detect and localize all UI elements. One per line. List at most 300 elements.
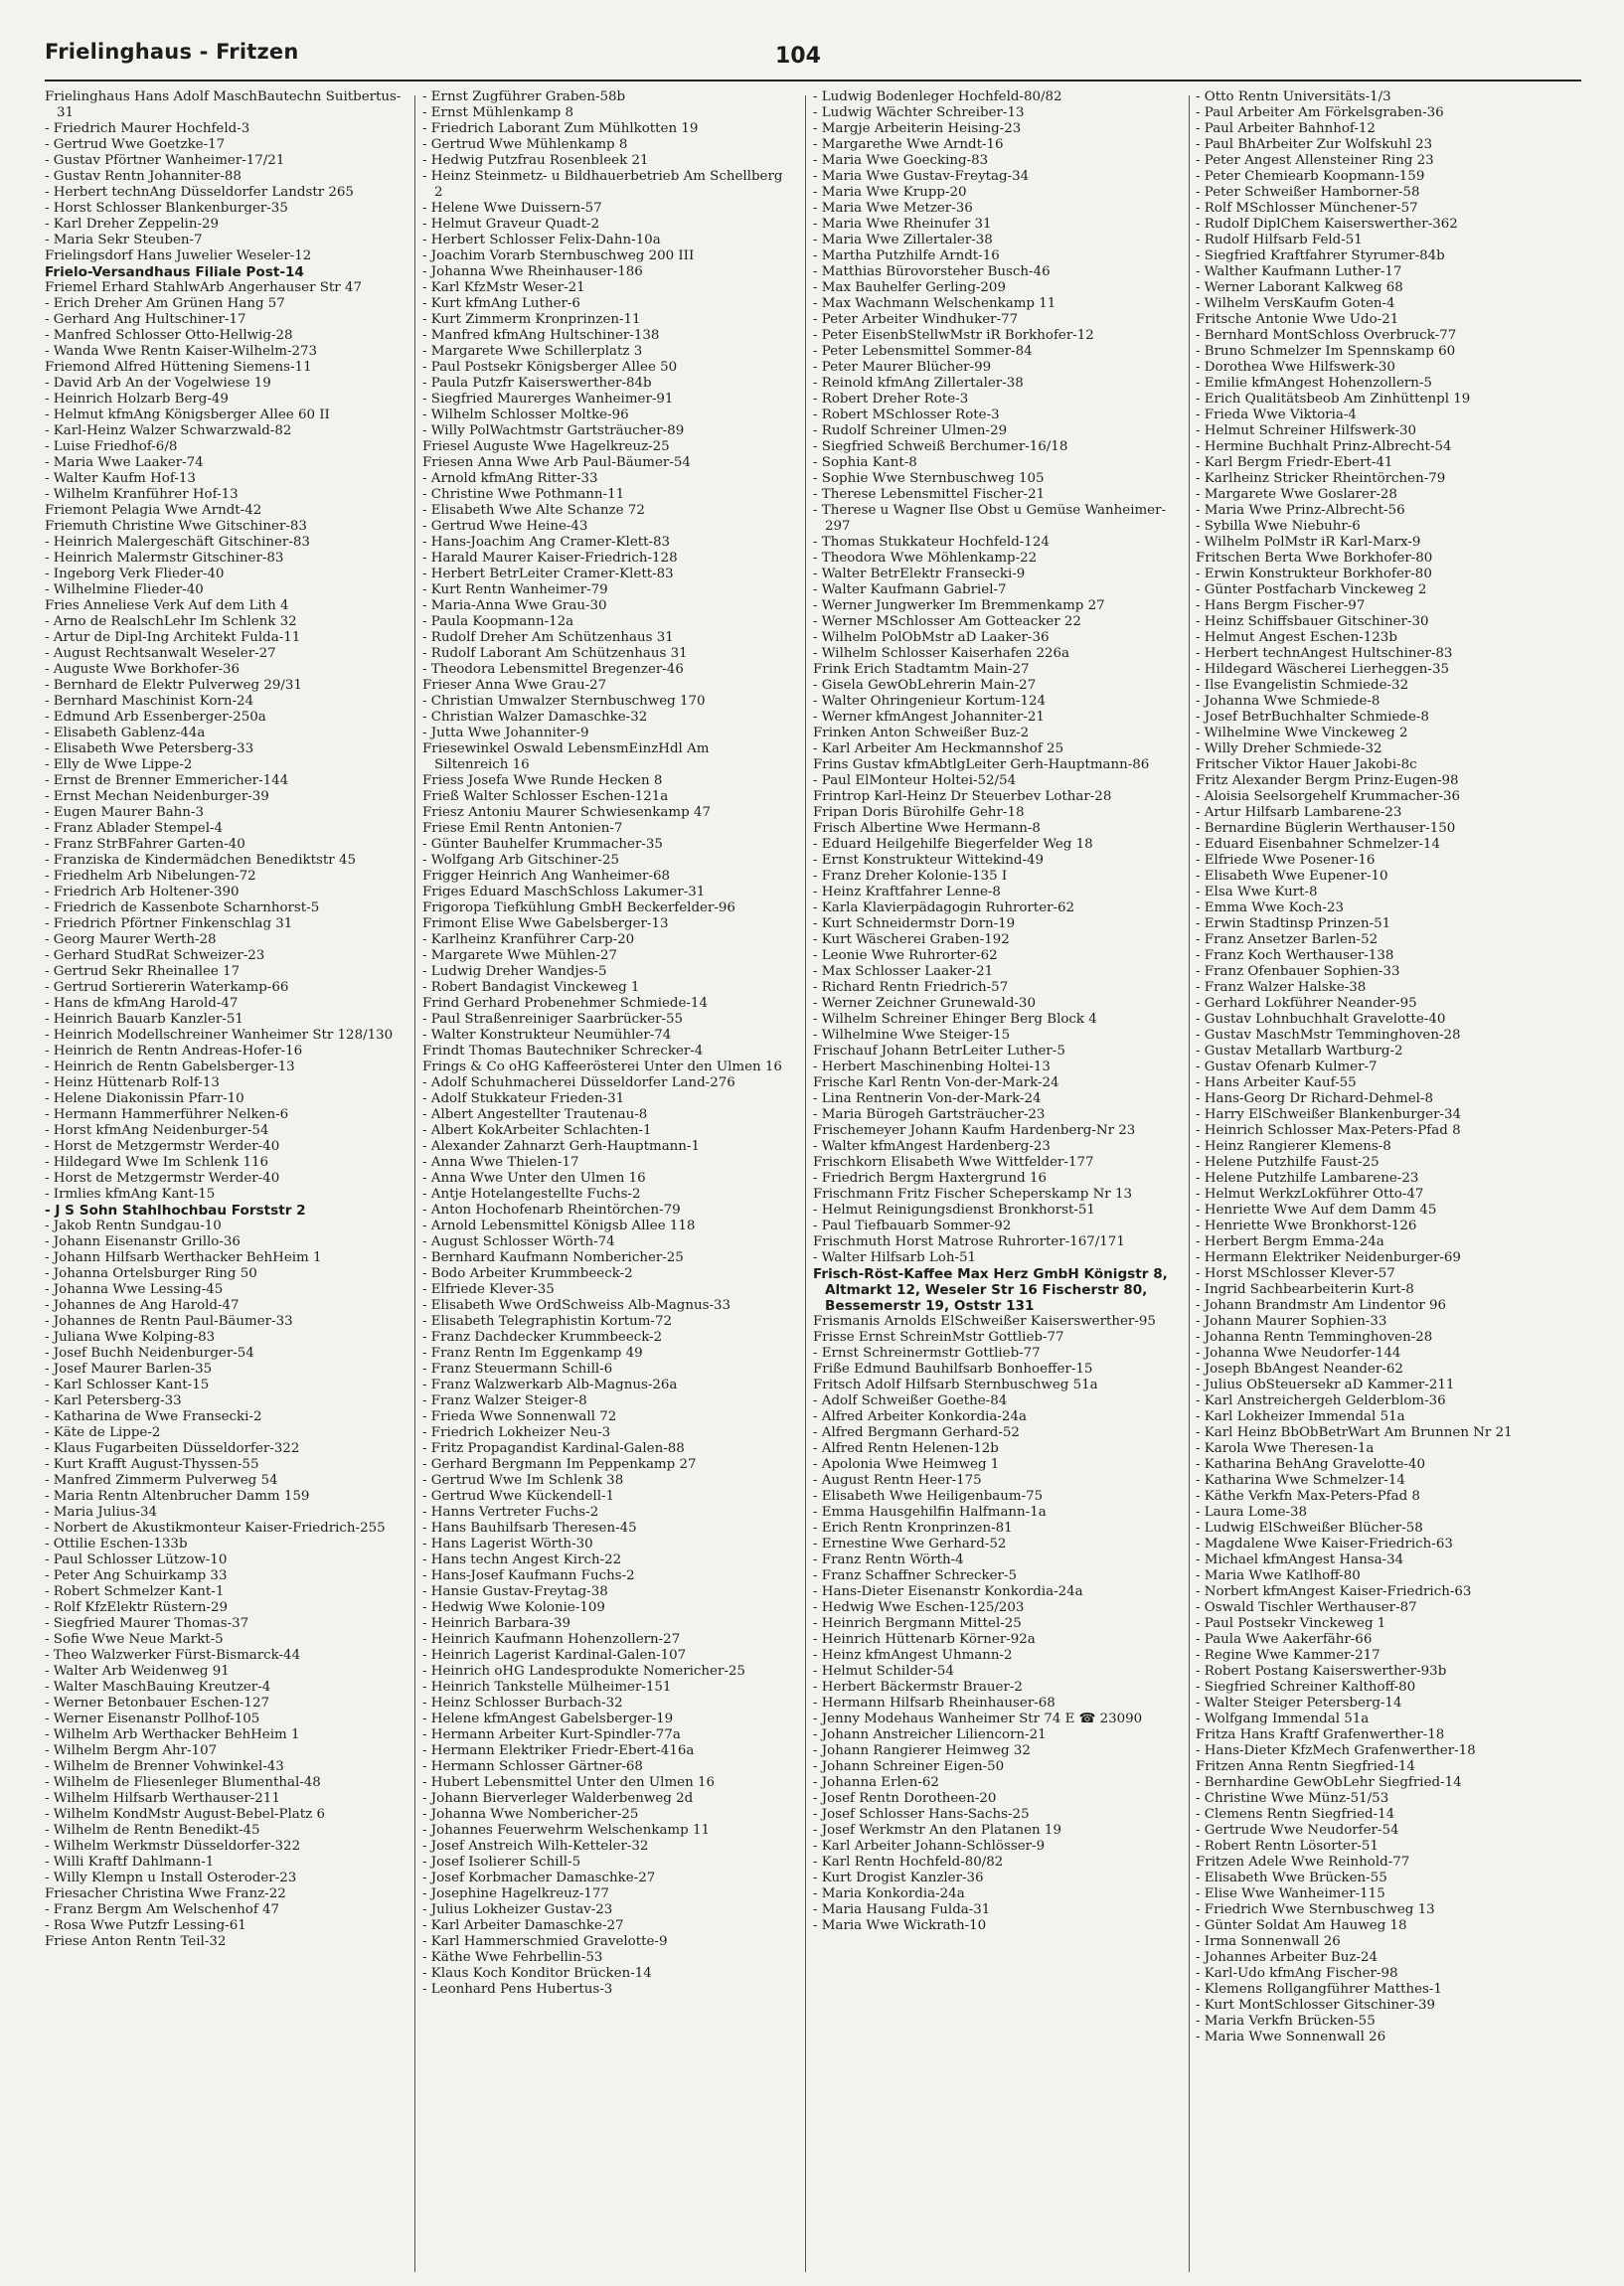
- directory-entry: Friesz Antoniu Maurer Schwiesenkamp 47: [422, 805, 711, 820]
- directory-entry: - Kurt kfmAng Luther-6: [422, 296, 580, 311]
- directory-entry: - Siegfried Schweiß Berchumer-16/18: [813, 439, 1068, 454]
- directory-entry: Fritsche Antonie Wwe Udo-21: [1196, 312, 1399, 327]
- directory-entry: Fritzen Anna Rentn Siegfried-14: [1196, 1759, 1415, 1774]
- directory-entry: - Alexander Zahnarzt Gerh-Hauptmann-1: [422, 1139, 700, 1154]
- directory-entry: - Jakob Rentn Sundgau-10: [45, 1219, 222, 1233]
- directory-entry: - Bernardine Büglerin Werthauser-150: [1196, 821, 1456, 836]
- directory-entry: Frischemeyer Johann Kaufm Hardenberg-Nr 23: [813, 1123, 1136, 1138]
- directory-entry: - Paul Arbeiter Bahnhof-12: [1196, 121, 1376, 136]
- directory-entry: - Heinrich Kaufmann Hohenzollern-27: [422, 1632, 681, 1647]
- directory-entry: - Walter Kaufmann Gabriel-7: [813, 582, 1007, 597]
- directory-entry: Friesel Auguste Wwe Hagelkreuz-25: [422, 439, 670, 454]
- directory-entry: - Franz Rentn Wörth-4: [813, 1552, 964, 1567]
- directory-entry: - Käte de Lippe-2: [45, 1425, 161, 1440]
- directory-entry: - Sophia Kant-8: [813, 455, 917, 470]
- directory-entry: - Herbert technAngest Hultschiner-83: [1196, 646, 1453, 661]
- directory-entry: - Bernhard MontSchloss Overbruck-77: [1196, 328, 1457, 343]
- directory-entry: - Paul BhArbeiter Zur Wolfskuhl 23: [1196, 137, 1433, 152]
- directory-entry: - Walter BetrElektr Fransecki-9: [813, 567, 1026, 581]
- directory-entry: - Wolfgang Arb Gitschiner-25: [422, 853, 619, 868]
- directory-entry: - Bernhard Kaufmann Nombericher-25: [422, 1250, 684, 1265]
- directory-entry: - Walter Steiger Petersberg-14: [1196, 1696, 1402, 1711]
- directory-entry: - Elisabeth Wwe Heiligenbaum-75: [813, 1489, 1044, 1504]
- directory-entry: Friemond Alfred Hüttening Siemens-11: [45, 360, 312, 375]
- directory-entry: - Wilhelm de Fliesenleger Blumenthal-48: [45, 1775, 321, 1790]
- directory-entry: - Paul Arbeiter Am Förkelsgraben-36: [1196, 105, 1444, 120]
- directory-entry: - Maria Konkordia-24a: [813, 1886, 965, 1901]
- directory-entry: - Maria Wwe Laaker-74: [45, 455, 204, 470]
- directory-entry: - Willi Kraftf Dahlmann-1: [45, 1855, 215, 1870]
- directory-entry: - Herbert Schlosser Felix-Dahn-10a: [422, 233, 661, 247]
- directory-entry: - Karl Anstreichergeh Gelderblom-36: [1196, 1393, 1446, 1408]
- directory-entry: - Frieda Wwe Sonnenwall 72: [422, 1409, 617, 1424]
- directory-entry: - Bernhard Maschinist Korn-24: [45, 694, 254, 709]
- directory-entry: - Erich Dreher Am Grünen Hang 57: [45, 296, 285, 311]
- directory-entry: - Ludwig Dreher Wandjes-5: [422, 964, 607, 979]
- directory-entry: - Maria Julius-34: [45, 1505, 158, 1520]
- directory-entry: Friße Edmund Bauhilfsarb Bonhoeffer-15: [813, 1362, 1093, 1377]
- directory-entry: - Maria Wwe Goecking-83: [813, 153, 989, 168]
- directory-entry: - Johann Schreiner Eigen-50: [813, 1759, 1005, 1774]
- directory-entry: - Karl Dreher Zeppelin-29: [45, 217, 220, 232]
- directory-entry: - Horst Schlosser Blankenburger-35: [45, 201, 288, 216]
- directory-entry: - Irma Sonnenwall 26: [1196, 1934, 1341, 1949]
- directory-entry: - Theodora Lebensmittel Bregenzer-46: [422, 662, 684, 677]
- directory-entry: - Gertrud Wwe Mühlenkamp 8: [422, 137, 628, 152]
- directory-entry: - Sybilla Wwe Niebuhr-6: [1196, 519, 1361, 534]
- directory-entry: - Hans Bergm Fischer-97: [1196, 598, 1366, 613]
- directory-entry: - Heinz Schlosser Burbach-32: [422, 1696, 623, 1711]
- directory-entry: - Ottilie Eschen-133b: [45, 1537, 188, 1551]
- directory-entry: - Friedrich Laborant Zum Mühlkotten 19: [422, 121, 699, 136]
- directory-entry: - Ernst Zugführer Graben-58b: [422, 89, 626, 104]
- directory-entry: - Karl Petersberg-33: [45, 1393, 182, 1408]
- directory-entry: - Gustav Lohnbuchhalt Gravelotte-40: [1196, 1012, 1446, 1027]
- directory-entry: - Wilhelmine Wwe Vinckeweg 2: [1196, 726, 1408, 740]
- directory-entry: - Maria Wwe Wickrath-10: [813, 1918, 987, 1933]
- directory-entry: - Wilhelm VersKaufm Goten-4: [1196, 296, 1395, 311]
- directory-entry: - Hermann Hammerführer Nelken-6: [45, 1107, 289, 1122]
- directory-entry: - Gertrud Wwe Kückendell-1: [422, 1489, 615, 1504]
- directory-entry: - Hildegard Wäschereі Lierheggen-35: [1196, 662, 1449, 677]
- directory-entry: - Werner Eisenanstr Pollhof-105: [45, 1712, 260, 1726]
- directory-entry: - Albert Angestellter Trautenau-8: [422, 1107, 648, 1122]
- column-divider: [414, 95, 415, 2272]
- directory-entry: - Heinrich Barbara-39: [422, 1616, 571, 1631]
- directory-column-1: [45, 89, 408, 1950]
- directory-entry: - Therese Lebensmittel Fischer-21: [813, 487, 1046, 502]
- directory-entry: - Harald Maurer Kaiser-Friedrich-128: [422, 551, 678, 566]
- directory-entry: - Max Bauhelfer Gerling-209: [813, 280, 1006, 295]
- directory-column-3: [813, 89, 1177, 1934]
- directory-entry: - Helmut kfmAng Königsberger Allee 60 II: [45, 408, 330, 422]
- directory-entry: Friesen Anna Wwe Arb Paul-Bäumer-54: [422, 455, 691, 470]
- column-divider: [805, 95, 806, 2272]
- directory-entry: - Ludwig Wächter Schreiber-13: [813, 105, 1025, 120]
- directory-entry: - Erwin Konstrukteur Borkhofer-80: [1196, 567, 1432, 581]
- directory-entry: - Kurt Drogist Kanzler-36: [813, 1871, 984, 1885]
- directory-entry: - Helmut Angest Eschen-123b: [1196, 630, 1397, 645]
- directory-entry: - Maria Hausang Fulda-31: [813, 1902, 991, 1917]
- directory-entry: - Elsa Wwe Kurt-8: [1196, 885, 1318, 899]
- directory-entry: - Walter kfmAngest Hardenberg-23: [813, 1139, 1051, 1154]
- directory-entry: Fritza Hans Kraftf Grafenwerther-18: [1196, 1727, 1445, 1742]
- directory-entry: - Josef Rentn Dorotheen-20: [813, 1791, 997, 1806]
- directory-entry: - Anton Hochofenarb Rheintörchen-79: [422, 1203, 681, 1218]
- directory-entry: - Helene kfmAngest Gabelsberger-19: [422, 1712, 674, 1726]
- directory-entry: Frismanis Arnolds ElSchweißer Kaiserswerther-95: [813, 1314, 1156, 1329]
- directory-entry: - Hedwig Wwe Eschen-125/203: [813, 1600, 1025, 1615]
- directory-entry: - Paula Putzfr Kaiserswerther-84b: [422, 376, 652, 391]
- directory-entry: Friesewinkel Oswald LebensmEinzHdl Am Siltenreich 16: [422, 741, 710, 772]
- directory-entry: - Maria Rentn Altenbrucher Damm 159: [45, 1489, 310, 1504]
- directory-entry: - Hans Arbeiter Kauf-55: [1196, 1075, 1357, 1090]
- directory-entry: - Herbert Bergm Emma-24a: [1196, 1234, 1384, 1249]
- directory-entry: Frigoropa Tiefkühlung GmbH Beckerfelder-96: [422, 900, 735, 915]
- directory-entry: - Emma Wwe Koch-23: [1196, 900, 1344, 915]
- directory-entry: - Gertrud Wwe Im Schlenk 38: [422, 1473, 624, 1488]
- directory-entry: - Maria Sekr Steuben-7: [45, 233, 203, 247]
- directory-entry: - Hans-Joachim Ang Cramer-Klett-83: [422, 535, 671, 550]
- directory-entry: - Irmlies kfmAng Kant-15: [45, 1187, 216, 1202]
- directory-entry: - Heinz Kraftfahrer Lenne-8: [813, 885, 1001, 899]
- directory-entry: - Katharina de Wwe Fransecki-2: [45, 1409, 262, 1424]
- directory-entry: - Walter Arb Weidenweg 91: [45, 1664, 230, 1679]
- directory-entry: - Karl KfzMstr Weser-21: [422, 280, 585, 295]
- directory-entry: - Franz Bergm Am Welschenhof 47: [45, 1902, 280, 1917]
- directory-entry: - Horst MSchlosser Klever-57: [1196, 1266, 1395, 1281]
- directory-entry: - Elfriede Wwe Posener-16: [1196, 853, 1376, 868]
- directory-entry: - Albert KokArbeiter Schlachten-1: [422, 1123, 652, 1138]
- directory-entry: - Josef BetrBuchhalter Schmiede-8: [1196, 710, 1429, 725]
- directory-entry: - Peter Chemiearb Koopmann-159: [1196, 169, 1425, 184]
- directory-entry: - Maria Verkfn Brücken-55: [1196, 2014, 1376, 2029]
- directory-entry: - Hermann Schlosser Gärtner-68: [422, 1759, 643, 1774]
- directory-entry: - Paula Koopmann-12a: [422, 614, 574, 629]
- directory-entry: - Margje Arbeiterin Heising-23: [813, 121, 1022, 136]
- directory-entry: - Katharina Wwe Schmelzer-14: [1196, 1473, 1405, 1488]
- directory-entry: - Johannes de Ang Harold-47: [45, 1298, 240, 1313]
- directory-entry: - Gustav Pförtner Wanheimer-17/21: [45, 153, 285, 168]
- directory-entry: - Margarethe Wwe Arndt-16: [813, 137, 1004, 152]
- directory-entry: - Leonie Wwe Ruhrorter-62: [813, 948, 998, 963]
- directory-entry: - Hans-Josef Kaufmann Fuchs-2: [422, 1568, 635, 1583]
- directory-entry: - Paul Straßenreiniger Saarbrücker-55: [422, 1012, 684, 1027]
- directory-entry: - Norbert de Akustikmonteur Kaiser-Friedrich-255: [45, 1521, 386, 1536]
- directory-entry: - Heinrich Schlosser Max-Peters-Pfad 8: [1196, 1123, 1461, 1138]
- directory-entry: Friese Emil Rentn Antonien-7: [422, 821, 623, 836]
- directory-entry: - Helene Diakonissin Pfarr-10: [45, 1091, 244, 1106]
- directory-entry: - Herbert technAng Düsseldorfer Landstr 265: [45, 185, 354, 200]
- directory-entry: Frieser Anna Wwe Grau-27: [422, 678, 607, 693]
- directory-entry: - Werner Jungwerker Im Bremmenkamp 27: [813, 598, 1105, 613]
- directory-entry: - Artur Hilfsarb Lambarene-23: [1196, 805, 1402, 820]
- directory-entry: - Johanna Wwe Rheinhauser-186: [422, 264, 643, 279]
- directory-entry: - Heinrich Bauarb Kanzler-51: [45, 1012, 244, 1027]
- directory-entry: Friesacher Christina Wwe Franz-22: [45, 1886, 286, 1901]
- directory-column-2: [422, 89, 786, 1998]
- directory-entry: - Karl Rentn Hochfeld-80/82: [813, 1855, 1004, 1870]
- directory-entry: - Heinz Hüttenarb Rolf-13: [45, 1075, 220, 1090]
- directory-entry: - Kurt Zimmerm Kronprinzen-11: [422, 312, 641, 327]
- directory-entry: - Franz Schaffner Schrecker-5: [813, 1568, 1017, 1583]
- directory-entry: - Friedrich Lokheizer Neu-3: [422, 1425, 611, 1440]
- directory-entry: - Norbert kfmAngest Kaiser-Friedrich-63: [1196, 1584, 1472, 1599]
- directory-entry: - Josef Buchh Neidenburger-54: [45, 1346, 254, 1361]
- directory-entry: Frisch Albertine Wwe Hermann-8: [813, 821, 1041, 836]
- directory-entry: - Franz Ablader Stempel-4: [45, 821, 224, 836]
- directory-entry: - Willy PolWachtmstr Gartsträucher-89: [422, 423, 685, 438]
- directory-entry: - Rudolf Hilfsarb Feld-51: [1196, 233, 1363, 247]
- directory-entry: - Willy Dreher Schmiede-32: [1196, 741, 1382, 756]
- directory-entry: - Johanna Wwe Nombericher-25: [422, 1807, 639, 1822]
- directory-entry: - Johannes de Rentn Paul-Bäumer-33: [45, 1314, 293, 1329]
- directory-entry: - Helmut Schreiner Hilfswerk-30: [1196, 423, 1417, 438]
- directory-entry: - Maria Wwe Rheinufer 31: [813, 217, 992, 232]
- column-divider: [1189, 95, 1190, 2272]
- directory-entry: - Emilie kfmAngest Hohenzollern-5: [1196, 376, 1432, 391]
- directory-entry: - Rolf MSchlosser Münchener-57: [1196, 201, 1418, 216]
- directory-entry: - Karl Hammerschmied Gravelotte-9: [422, 1934, 668, 1949]
- directory-entry: - Thomas Stukkateur Hochfeld-124: [813, 535, 1050, 550]
- directory-entry: Frisch-Röst-Kaffee Max Herz GmbH Königstr 8, Altmarkt 12, Weseler Str 16 Fischerstr 80, Bessemerstr 19, Oststr 131: [813, 1266, 1168, 1314]
- directory-entry: Frings & Co oHG Kaffeerösterei Unter den Ulmen 16: [422, 1060, 782, 1074]
- directory-entry: - Karl Lokheizer Immendal 51a: [1196, 1409, 1405, 1424]
- directory-entry: - Peter Lebensmittel Sommer-84: [813, 344, 1033, 359]
- directory-entry: - Martha Putzhilfe Arndt-16: [813, 248, 1000, 263]
- directory-entry: - Magdalene Wwe Kaiser-Friedrich-63: [1196, 1537, 1453, 1551]
- directory-entry: - Antje Hotelangestellte Fuchs-2: [422, 1187, 641, 1202]
- directory-entry: - Heinrich Malermstr Gitschiner-83: [45, 551, 284, 566]
- directory-entry: - Johanna Erlen-62: [813, 1775, 939, 1790]
- directory-entry: - Otto Rentn Universitäts-1/3: [1196, 89, 1391, 104]
- directory-column-4: [1196, 89, 1559, 2045]
- directory-entry: - Karl-Udo kfmAng Fischer-98: [1196, 1966, 1398, 1981]
- directory-entry: - Walter Kaufm Hof-13: [45, 471, 196, 486]
- directory-entry: - Christine Wwe Pothmann-11: [422, 487, 625, 502]
- directory-entry: - Hedwig Wwe Kolonie-109: [422, 1600, 605, 1615]
- directory-entry: Frink Erich Stadtamtm Main-27: [813, 662, 1030, 677]
- directory-entry: - Hans Bauhilfsarb Theresen-45: [422, 1521, 637, 1536]
- directory-entry: - Elisabeth Telegraphistin Kortum-72: [422, 1314, 672, 1329]
- directory-entry: - Franz Steuermann Schill-6: [422, 1362, 613, 1377]
- directory-entry: - Eugen Maurer Bahn-3: [45, 805, 204, 820]
- directory-entry: - Arnold Lebensmittel Königsb Allee 118: [422, 1219, 696, 1233]
- directory-entry: - Helene Putzhilfe Lambarene-23: [1196, 1171, 1419, 1186]
- directory-entry: - Maria Wwe Krupp-20: [813, 185, 967, 200]
- directory-entry: - Arnold kfmAng Ritter-33: [422, 471, 598, 486]
- directory-entry: - Ernst de Brenner Emmericher-144: [45, 773, 289, 788]
- directory-entry: - Heinz Rangierer Klemens-8: [1196, 1139, 1391, 1154]
- directory-entry: - Laura Lome-38: [1196, 1505, 1308, 1520]
- directory-entry: - Franz StrBFahrer Garten-40: [45, 837, 245, 852]
- directory-entry: - Siegfried Maurer Thomas-37: [45, 1616, 249, 1631]
- directory-entry: Friemuth Christine Wwe Gitschiner-83: [45, 519, 307, 534]
- directory-entry: - Siegfried Kraftfahrer Styrumer-84b: [1196, 248, 1445, 263]
- directory-entry: - Margarete Wwe Mühlen-27: [422, 948, 618, 963]
- directory-entry: - Wilhelm PolObMstr aD Laaker-36: [813, 630, 1050, 645]
- directory-entry: - Walther Kaufmann Luther-17: [1196, 264, 1402, 279]
- directory-entry: - Elisabeth Gablenz-44a: [45, 726, 206, 740]
- directory-entry: - Julius ObSteuersekr aD Kammer-211: [1196, 1378, 1455, 1392]
- directory-entry: - Wilhelmine Flieder-40: [45, 582, 204, 597]
- directory-entry: - Hans Lagerist Wörth-30: [422, 1537, 593, 1551]
- directory-entry: - Heinrich Hüttenarb Körner-92a: [813, 1632, 1036, 1647]
- directory-entry: - Herbert BetrLeiter Cramer-Klett-83: [422, 567, 674, 581]
- directory-entry: - Helene Wwe Duissern-57: [422, 201, 602, 216]
- directory-entry: - Hermann Arbeiter Kurt-Spindler-77a: [422, 1727, 681, 1742]
- directory-entry: - Rudolf DiplChem Kaiserswerther-362: [1196, 217, 1458, 232]
- directory-entry: - Eduard Eisenbahner Schmelzer-14: [1196, 837, 1440, 852]
- directory-entry: - Franz Walzwerkarb Alb-Magnus-26a: [422, 1378, 678, 1392]
- directory-entry: - Josef Korbmacher Damaschke-27: [422, 1871, 656, 1885]
- directory-entry: - Christian Walzer Damaschke-32: [422, 710, 648, 725]
- directory-entry: Fritsch Adolf Hilfsarb Sternbuschweg 51a: [813, 1378, 1098, 1392]
- directory-entry: - Gerhard Bergmann Im Peppenkamp 27: [422, 1457, 697, 1472]
- directory-entry: - Horst de Metzgermstr Werder-40: [45, 1139, 280, 1154]
- directory-entry: - Erwin Stadtinsp Prinzen-51: [1196, 916, 1391, 931]
- directory-entry: - Heinrich Bergmann Mittel-25: [813, 1616, 1022, 1631]
- directory-entry: - Wanda Wwe Rentn Kaiser-Wilhelm-273: [45, 344, 318, 359]
- directory-entry: - Ingrid Sachbearbeiterin Kurt-8: [1196, 1282, 1414, 1297]
- directory-entry: - Horst kfmAng Neidenburger-54: [45, 1123, 269, 1138]
- directory-entry: - Henriette Wwe Auf dem Damm 45: [1196, 1203, 1437, 1218]
- directory-entry: - Wilhelm Schreiner Ehinger Berg Block 4: [813, 1012, 1097, 1027]
- directory-entry: - Wilhelmine Wwe Steiger-15: [813, 1028, 1011, 1043]
- directory-entry: - Rudolf Dreher Am Schützenhaus 31: [422, 630, 674, 645]
- directory-entry: - Gertrud Wwe Heine-43: [422, 519, 588, 534]
- directory-entry: Frielingsdorf Hans Juwelier Weseler-12: [45, 248, 312, 263]
- directory-entry: - Anna Wwe Thielen-17: [422, 1155, 579, 1170]
- directory-entry: - Leonhard Pens Hubertus-3: [422, 1982, 613, 1997]
- directory-entry: - Karl Bergm Friedr-Ebert-41: [1196, 455, 1393, 470]
- directory-entry: - Max Schlosser Laaker-21: [813, 964, 994, 979]
- directory-entry: - Gertrud Wwe Goetzke-17: [45, 137, 226, 152]
- directory-entry: - Julius Lokheizer Gustav-23: [422, 1902, 613, 1917]
- directory-entry: - Alfred Rentn Helenen-12b: [813, 1441, 999, 1456]
- directory-entry: - Käthe Wwe Fehrbellin-53: [422, 1950, 603, 1965]
- directory-entry: - Karlheinz Kranführer Carp-20: [422, 932, 635, 947]
- directory-entry: - Franz Walzer Halske-38: [1196, 980, 1367, 995]
- directory-entry: - Bruno Schmelzer Im Spennskamp 60: [1196, 344, 1456, 359]
- directory-entry: - Friedrich Arb Holtener-390: [45, 885, 240, 899]
- directory-entry: - Bernhardine GewObLehr Siegfried-14: [1196, 1775, 1462, 1790]
- directory-entry: - Hansie Gustav-Freytag-38: [422, 1584, 608, 1599]
- directory-entry: - Johanna Wwe Lessing-45: [45, 1282, 224, 1297]
- directory-entry: Fritz Alexander Bergm Prinz-Eugen-98: [1196, 773, 1459, 788]
- directory-entry: - Jutta Wwe Johanniter-9: [422, 726, 589, 740]
- directory-entry: - Manfred Schlosser Otto-Hellwig-28: [45, 328, 293, 343]
- directory-entry: - Joseph BbAngest Neander-62: [1196, 1362, 1403, 1377]
- directory-entry: - Rudolf Laborant Am Schützenhaus 31: [422, 646, 688, 661]
- directory-entry: - Karl Arbeiter Am Heckmannshof 25: [813, 741, 1064, 756]
- directory-entry: - Hubert Lebensmittel Unter den Ulmen 16: [422, 1775, 715, 1790]
- directory-entry: - Peter EisenbStellwMstr iR Borkhofer-12: [813, 328, 1094, 343]
- directory-entry: - Josef Schlosser Hans-Sachs-25: [813, 1807, 1030, 1822]
- directory-entry: Friese Anton Rentn Teil-32: [45, 1934, 227, 1949]
- directory-entry: - Günter Postfacharb Vinckeweg 2: [1196, 582, 1427, 597]
- directory-entry: - Werner MSchlosser Am Gotteacker 22: [813, 614, 1081, 629]
- directory-entry: - Emma Hausgehilfin Halfmann-1a: [813, 1505, 1047, 1520]
- directory-entry: - Ernst Konstrukteur Wittekind-49: [813, 853, 1045, 868]
- directory-entry: - Friedrich de Kassenbote Scharnhorst-5: [45, 900, 320, 915]
- directory-entry: - Maria Wwe Katlhoff-80: [1196, 1568, 1361, 1583]
- directory-entry: - Johann Maurer Sophien-33: [1196, 1314, 1387, 1329]
- directory-entry: - Regine Wwe Kammer-217: [1196, 1648, 1380, 1663]
- directory-entry: - Heinrich Tankstelle Mülheimer-151: [422, 1680, 672, 1695]
- directory-entry: - Gerhard StudRat Schweizer-23: [45, 948, 265, 963]
- directory-entry: - Ilse Evangelistin Schmiede-32: [1196, 678, 1409, 693]
- directory-entry: - Johannes Feuerwehrm Welschenkamp 11: [422, 1823, 711, 1838]
- directory-entry: - Maria Wwe Sonnenwall 26: [1196, 2030, 1386, 2044]
- directory-entry: - Siegfried Schreiner Kalthoff-80: [1196, 1680, 1416, 1695]
- directory-entry: - Werner Zeichner Grunewald-30: [813, 996, 1036, 1011]
- directory-entry: - Peter Maurer Blücher-99: [813, 360, 992, 375]
- directory-entry: - Christine Wwe Münz-51/53: [1196, 1791, 1389, 1806]
- directory-entry: - Apolonia Wwe Heimweg 1: [813, 1457, 1000, 1472]
- directory-entry: - Oswald Tischler Werthauser-87: [1196, 1600, 1417, 1615]
- directory-entry: - J S Sohn Stahlhochbau Forststr 2: [45, 1203, 306, 1219]
- directory-entry: - Johanna Rentn Temminghoven-28: [1196, 1330, 1433, 1345]
- directory-entry: - Klemens Rollgangführer Matthes-1: [1196, 1982, 1442, 1997]
- directory-entry: Frischmann Fritz Fischer Scheperskamp Nr 13: [813, 1187, 1133, 1202]
- directory-entry: - Paul Postsekr Königsberger Allee 50: [422, 360, 678, 375]
- directory-entry: - Walter Ohringenieur Kortum-124: [813, 694, 1047, 709]
- directory-entry: - Juliana Wwe Kolping-83: [45, 1330, 216, 1345]
- directory-entry: - Gisela GewObLehrerin Main-27: [813, 678, 1037, 693]
- directory-entry: - Maria Wwe Zillertaler-38: [813, 233, 993, 247]
- directory-entry: - Walter MaschBauing Kreutzer-4: [45, 1680, 271, 1695]
- directory-entry: - Wilhelm PolMstr iR Karl-Marx-9: [1196, 535, 1421, 550]
- directory-entry: - Hildegard Wwe Im Schlenk 116: [45, 1155, 269, 1170]
- directory-entry: - Ludwig ElSchweißer Blücher-58: [1196, 1521, 1423, 1536]
- directory-entry: - Gertrud Sekr Rheinallee 17: [45, 964, 241, 979]
- directory-entry: Friges Eduard MaschSchloss Lakumer-31: [422, 885, 706, 899]
- directory-entry: - Günter Soldat Am Hauweg 18: [1196, 1918, 1407, 1933]
- directory-entry: - Franz Walzer Steiger-8: [422, 1393, 587, 1408]
- directory-entry: - Wilhelm de Rentn Benedikt-45: [45, 1823, 260, 1838]
- directory-entry: - Arno de RealschLehr Im Schlenk 32: [45, 614, 297, 629]
- directory-entry: Friemel Erhard StahlwArb Angerhauser Str 47: [45, 280, 363, 295]
- directory-entry: - Ludwig Bodenleger Hochfeld-80/82: [813, 89, 1062, 104]
- directory-entry: - Hermine Buchhalt Prinz-Albrecht-54: [1196, 439, 1452, 454]
- directory-entry: - Paul Tiefbauarb Sommer-92: [813, 1219, 1012, 1233]
- directory-entry: - Josef Maurer Barlen-35: [45, 1362, 213, 1377]
- directory-entry: - Dorothea Wwe Hilfswerk-30: [1196, 360, 1395, 375]
- directory-entry: - August Schlosser Wörth-74: [422, 1234, 615, 1249]
- directory-entry: Friess Josefa Wwe Runde Hecken 8: [422, 773, 663, 788]
- directory-entry: Frind Gerhard Probenehmer Schmiede-14: [422, 996, 708, 1011]
- directory-entry: - Manfred Zimmerm Pulverweg 54: [45, 1473, 278, 1488]
- directory-entry: - Joachim Vorarb Sternbuschweg 200 III: [422, 248, 695, 263]
- directory-entry: - Georg Maurer Werth-28: [45, 932, 217, 947]
- directory-entry: - Franz Ofenbauer Sophien-33: [1196, 964, 1400, 979]
- directory-entry: - Hans de kfmAng Harold-47: [45, 996, 239, 1011]
- directory-entry: - Johann Brandmstr Am Lindentor 96: [1196, 1298, 1447, 1313]
- directory-entry: - Theo Walzwerker Fürst-Bismarck-44: [45, 1648, 301, 1663]
- directory-entry: - Ernestine Wwe Gerhard-52: [813, 1537, 1007, 1551]
- directory-entry: - Manfred kfmAng Hultschiner-138: [422, 328, 660, 343]
- directory-entry: - Karl-Heinz Walzer Schwarzwald-82: [45, 423, 292, 438]
- directory-entry: Frische Karl Rentn Von-der-Mark-24: [813, 1075, 1059, 1090]
- directory-entry: - Helmut WerkzLokführer Otto-47: [1196, 1187, 1424, 1202]
- directory-entry: - Karl Arbeiter Damaschke-27: [422, 1918, 624, 1933]
- directory-entry: - Franz Ansetzer Barlen-52: [1196, 932, 1379, 947]
- directory-entry: - Clemens Rentn Siegfried-14: [1196, 1807, 1395, 1822]
- directory-entry: - Heinrich Modellschreiner Wanheimer Str 128/130: [45, 1028, 394, 1043]
- directory-entry: Frieß Walter Schlosser Eschen-121a: [422, 789, 669, 804]
- directory-entry: - Gerhard Lokführer Neander-95: [1196, 996, 1417, 1011]
